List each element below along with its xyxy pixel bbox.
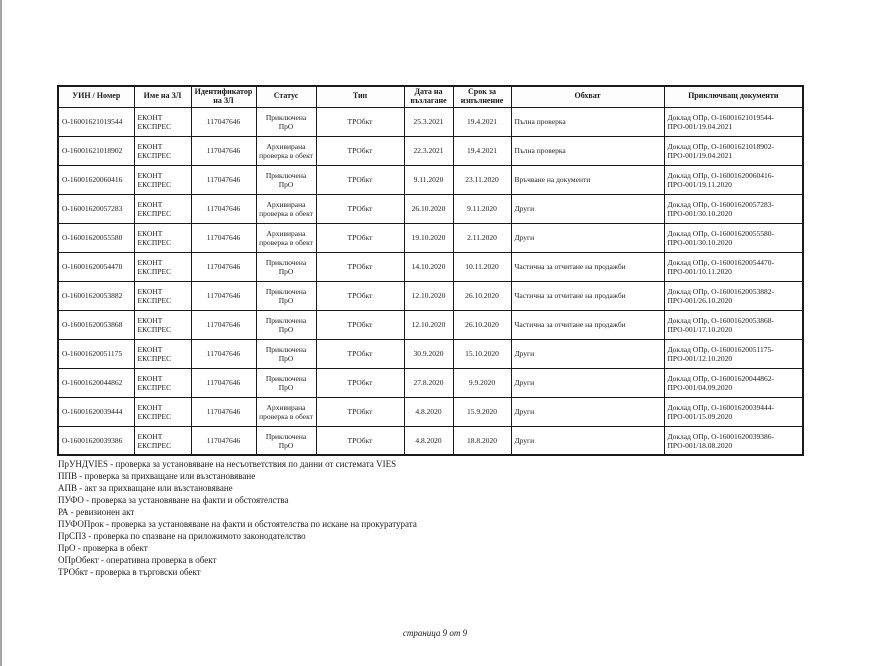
column-header: Статус — [256, 86, 316, 107]
table-cell: 9.11.2020 — [453, 194, 511, 223]
table-cell: ЕКОНТ ЕКСПРЕС — [134, 310, 191, 339]
page-left-edge-line — [0, 0, 2, 666]
table-row — [58, 310, 803, 339]
table-cell: 25.3.2021 — [404, 107, 453, 136]
inspections-table — [57, 85, 804, 456]
column-header: Тип — [316, 86, 404, 107]
table-row — [58, 426, 803, 455]
table-cell: Доклад ОПр, О-16001621019544-ПРО-001/19.04.2021 — [664, 107, 803, 136]
table-cell: Доклад ОПр, О-16001620057283-ПРО-001/30.10.2020 — [664, 194, 803, 223]
table-cell: Доклад ОПр, О-16001620055580-ПРО-001/30.10.2020 — [664, 223, 803, 252]
table-row — [58, 397, 803, 426]
table-cell: ТРОбкт — [316, 426, 404, 455]
table-cell: O-16001621019544 — [58, 107, 134, 136]
table-row — [58, 368, 803, 397]
page-number-footer: страница 9 от 9 — [402, 628, 468, 638]
table-cell: 10.11.2020 — [453, 252, 511, 281]
legend-item: РА - ревизионен акт — [58, 507, 135, 517]
table-cell: ЕКОНТ ЕКСПРЕС — [134, 223, 191, 252]
table-cell: O-16001620053882 — [58, 281, 134, 310]
legend-item: ПУФО - проверка за установяване на факти и обстоятелства — [58, 495, 289, 505]
table-cell: 19.10.2020 — [404, 223, 453, 252]
table-cell: Частична за отчитане на продажби — [511, 252, 664, 281]
legend-item: ОПрОбект - оперативна проверка в обект — [58, 555, 217, 565]
table-cell: ЕКОНТ ЕКСПРЕС — [134, 368, 191, 397]
table-row — [58, 136, 803, 165]
table-row — [58, 252, 803, 281]
table-cell: Доклад ОПр, О-16001620053868-ПРО-001/17.10.2020 — [664, 310, 803, 339]
table-cell: 12.10.2020 — [404, 310, 453, 339]
table-cell: Други — [511, 223, 664, 252]
table-cell: 26.10.2020 — [453, 310, 511, 339]
table-cell: ЕКОНТ ЕКСПРЕС — [134, 426, 191, 455]
table-cell: Архивирана проверка в обект — [256, 397, 316, 426]
table-cell: ЕКОНТ ЕКСПРЕС — [134, 281, 191, 310]
table-cell: Други — [511, 194, 664, 223]
table-header-row — [58, 86, 803, 107]
table-cell: 26.10.2020 — [453, 281, 511, 310]
table-cell: Приключена ПрО — [256, 310, 316, 339]
table-cell: 15.10.2020 — [453, 339, 511, 368]
table-cell: 4.8.2020 — [404, 426, 453, 455]
table-cell: Пълна проверка — [511, 136, 664, 165]
table-cell: Доклад ОПр, О-16001621018902-ПРО-001/19.04.2021 — [664, 136, 803, 165]
table-cell: ТРОбкт — [316, 368, 404, 397]
table-cell: Приключена ПрО — [256, 339, 316, 368]
table-cell: ТРОбкт — [316, 165, 404, 194]
legend-item: АПВ - акт за прихващане или възстановяване — [58, 483, 233, 493]
table-cell: ТРОбкт — [316, 339, 404, 368]
table-cell: Други — [511, 426, 664, 455]
table-cell: 23.11.2020 — [453, 165, 511, 194]
table-cell: 9.9.2020 — [453, 368, 511, 397]
table-cell: 117047646 — [191, 252, 256, 281]
table-cell: ТРОбкт — [316, 223, 404, 252]
table-cell: ТРОбкт — [316, 281, 404, 310]
table-cell: Други — [511, 368, 664, 397]
legend-item: ПрСПЗ - проверка по спазване на приложимото законодателство — [58, 531, 306, 541]
table-cell: Други — [511, 339, 664, 368]
legend-item: ТРОбкт - проверка в търговски обект — [58, 567, 201, 577]
table-cell: 117047646 — [191, 339, 256, 368]
table-row — [58, 339, 803, 368]
table-cell: 117047646 — [191, 426, 256, 455]
table-cell: 22.3.2021 — [404, 136, 453, 165]
legend-item: ПрУНДVIES - проверка за установяване на несъответствия по данни от системата VIES — [58, 459, 397, 469]
table-cell: Пълна проверка — [511, 107, 664, 136]
table-cell: 19.4.2021 — [453, 136, 511, 165]
table-cell: ЕКОНТ ЕКСПРЕС — [134, 107, 191, 136]
table-cell: Доклад ОПр, О-16001620051175-ПРО-001/12.10.2020 — [664, 339, 803, 368]
table-cell: Доклад ОПр, О-16001620060416-ПРО-001/19.11.2020 — [664, 165, 803, 194]
table-cell: 26.10.2020 — [404, 194, 453, 223]
table-cell: ЕКОНТ ЕКСПРЕС — [134, 194, 191, 223]
table-cell: ТРОбкт — [316, 397, 404, 426]
table-cell: Доклад ОПр, О-16001620039444-ПРО-001/15.09.2020 — [664, 397, 803, 426]
table-cell: Доклад ОПр, О-16001620039386-ПРО-001/18.08.2020 — [664, 426, 803, 455]
table-cell: 2.11.2020 — [453, 223, 511, 252]
abbreviations-legend — [58, 458, 818, 578]
table-cell: O-16001620053868 — [58, 310, 134, 339]
table-cell: ЕКОНТ ЕКСПРЕС — [134, 397, 191, 426]
column-header: Срок за изпълнение — [453, 86, 511, 107]
table-cell: Приключена ПрО — [256, 107, 316, 136]
column-header: УИН / Номер — [58, 86, 134, 107]
table-row — [58, 165, 803, 194]
table-cell: 14.10.2020 — [404, 252, 453, 281]
table-cell: ТРОбкт — [316, 136, 404, 165]
legend-item: ПУФОПрок - проверка за установяване на факти и обстоятелства по искане на прокуратурата — [58, 519, 417, 529]
table-cell: ЕКОНТ ЕКСПРЕС — [134, 252, 191, 281]
table-row — [58, 281, 803, 310]
legend-item: ППВ - проверка за прихващане или възстановяване — [58, 471, 256, 481]
column-header: Дата на възлагане — [404, 86, 453, 107]
table-cell: ЕКОНТ ЕКСПРЕС — [134, 136, 191, 165]
table-cell: 9.11.2020 — [404, 165, 453, 194]
table-cell: Частична за отчитане на продажби — [511, 310, 664, 339]
table-cell: 117047646 — [191, 136, 256, 165]
table-cell: Приключена ПрО — [256, 252, 316, 281]
table-cell: O-16001620055580 — [58, 223, 134, 252]
table-cell: O-16001621018902 — [58, 136, 134, 165]
table-cell: Доклад ОПр, О-16001620044862-ПРО-001/04.09.2020 — [664, 368, 803, 397]
table-cell: 117047646 — [191, 310, 256, 339]
table-cell: ТРОбкт — [316, 107, 404, 136]
table-cell: 117047646 — [191, 107, 256, 136]
table-row — [58, 223, 803, 252]
table-cell: 19.4.2021 — [453, 107, 511, 136]
table-cell: Връчване на документи — [511, 165, 664, 194]
table-cell: 117047646 — [191, 281, 256, 310]
table-row — [58, 107, 803, 136]
table-cell: Доклад ОПр, О-16001620054470-ПРО-001/10.11.2020 — [664, 252, 803, 281]
table-cell: 117047646 — [191, 194, 256, 223]
table-cell: O-16001620044862 — [58, 368, 134, 397]
column-header: Обхват — [511, 86, 664, 107]
column-header: Идентификатор на ЗЛ — [191, 86, 256, 107]
table-cell: Приключена ПрО — [256, 281, 316, 310]
table-cell: 4.8.2020 — [404, 397, 453, 426]
column-header: Приключващ документи — [664, 86, 803, 107]
table-cell: 117047646 — [191, 223, 256, 252]
table-cell: 117047646 — [191, 368, 256, 397]
table-cell: Архивирана проверка в обект — [256, 136, 316, 165]
table-cell: ТРОбкт — [316, 310, 404, 339]
table-cell: 30.9.2020 — [404, 339, 453, 368]
table-cell: O-16001620039386 — [58, 426, 134, 455]
table-cell: O-16001620051175 — [58, 339, 134, 368]
table-cell: Архивирана проверка в обект — [256, 223, 316, 252]
table-cell: ТРОбкт — [316, 194, 404, 223]
table-cell: ЕКОНТ ЕКСПРЕС — [134, 339, 191, 368]
table-cell: 117047646 — [191, 397, 256, 426]
column-header: Име на ЗЛ — [134, 86, 191, 107]
table-cell: 12.10.2020 — [404, 281, 453, 310]
table-cell: ЕКОНТ ЕКСПРЕС — [134, 165, 191, 194]
table-cell: 27.8.2020 — [404, 368, 453, 397]
table-cell: O-16001620039444 — [58, 397, 134, 426]
table-cell: 15.9.2020 — [453, 397, 511, 426]
table-cell: Други — [511, 397, 664, 426]
table-cell: O-16001620054470 — [58, 252, 134, 281]
table-cell: Приключена ПрО — [256, 368, 316, 397]
table-cell: O-16001620060416 — [58, 165, 134, 194]
table-cell: 117047646 — [191, 165, 256, 194]
table-cell: Приключена ПрО — [256, 165, 316, 194]
table-cell: 18.8.2020 — [453, 426, 511, 455]
table-cell: O-16001620057283 — [58, 194, 134, 223]
table-cell: Архивирана проверка в обект — [256, 194, 316, 223]
table-cell: Приключена ПрО — [256, 426, 316, 455]
table-cell: Доклад ОПр, О-16001620053882-ПРО-001/26.10.2020 — [664, 281, 803, 310]
legend-item: ПрО - проверка в обект — [58, 543, 148, 553]
table-row — [58, 194, 803, 223]
table-cell: ТРОбкт — [316, 252, 404, 281]
table-cell: Частична за отчитане на продажби — [511, 281, 664, 310]
